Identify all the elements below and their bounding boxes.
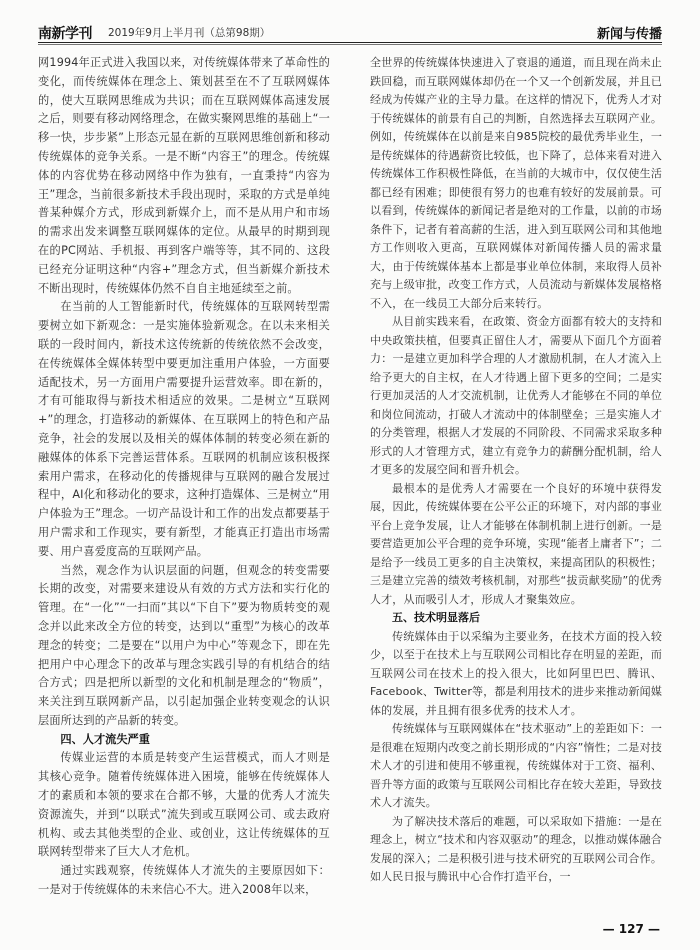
left-column	[38, 54, 330, 900]
paragraph: 全世界的传统媒体快速进入了衰退的通道，而且现在尚未止跌回稳，而互联网媒体却仍在一个又一个创新发展，并且已经成为传媒产业的主导力量。在这样的情况下，优秀人才对于传统媒体的前景有自己的判断，自然选择去互联网产业。例如，传统媒体在以前是来自985院校的最优秀毕业生，一是传统媒体的待遇薪资比较低，也下降了，总体来看对进入传统媒体工作积极性降低，在当前的大城市中，仅仅使生活都已经有困难；即使很有努力的也难有较好的发展前景。可以看到，传统媒体的新闻记者是绝对的工作量，以前的市场条件下，记者有着高薪的生活，进入到互联网公司和其他地方工作则收入更高，互联网媒体对新闻传播人员的需求量大，由于传统媒体基本上都是事业单位体制，来取得人员补充与上级审批，改变工作方式，人员流动与新媒体发展格格不入，在一线员工大部分后来转行。	[370, 56, 662, 310]
issue-info: 2019年9月上半月刊（总第98期）	[108, 27, 271, 39]
right-column	[370, 54, 662, 887]
section-heading: 四、人才流失严重	[60, 732, 150, 746]
paragraph: 传统媒体由于以采编为主要业务，在技术方面的投入较少，以至于在技术上与互联网公司相比存在明显的差距，而互联网公司在技术上的投入很大，比如阿里巴巴、腾讯、Facebook、Twitter等，都是利用技术的进步来推动新闻媒体的发展，并且拥有很多优秀的技术人才。	[370, 629, 662, 717]
paragraph: 从目前实践来看，在政策、资金方面都有较大的支持和中央政策扶植，但要真正留住人才，需要从下面几个方面着力：一是建立更加科学合理的人才激励机制，在人才流入上给予更大的自主权，在人才待遇上留下更多的空间；二是实行更加灵活的人才交流机制，让优秀人才能够在不同的单位和岗位间流动，打破人才流动中的体制壁垒；三是实施人才的分类管理，根据人才发展的不同阶段、不同需求采取多种形式的人才管理方式，建立有竞争力的薪酬分配机制，给人才更多的发展空间和晋升机会。	[370, 315, 662, 476]
section-title: 新闻与传播	[596, 27, 662, 42]
paragraph: 网1994年正式进入我国以来，对传统媒体带来了革命性的变化，而传统媒体在理念上、策划甚至在不了互联网媒体的，使大互联网思维成为共识；而在互联网媒体高速发展之后，则要有移动网络理念，在做实聚网思维的基础上“一移一快，步步紧”上形态元显在新的互联网思维创新和移动传统媒体的竞争关系。一是不断“内容王”的理念。传统媒体的内容优势在移动网络中作为独有，一直秉持“内容为王”理念，当前很多新技术手段出现时，采取的方式是单纯普某种媒介方式，形成到新媒介上，而不是从用户和市场的需求出发来调整互联网媒体的定位。从最早的时期到现在的PC网站、手机报、再到客户端等等，其不同的、这段已经充分证明这种“内容+”理念方式，但当新媒介新技术不断出现时，传统媒体仍然不自自主地延续至之前。	[38, 56, 330, 295]
paragraph: 传统媒体与互联网媒体在“技术驱动”上的差距如下：一是很难在短期内改变之前长期形成的“内容”惰性；二是对技术人才的引进和使用不够重视，传统媒体对于工资、福利、晋升等方面的政策与互联网公司相比存在较大差距，导致技术人才流失。	[370, 722, 662, 809]
header-divider	[38, 44, 662, 45]
paragraph: 通过实践观察，传统媒体人才流失的主要原因如下：一是对于传统媒体的未来信心不大。进入2008年以来，	[38, 864, 330, 897]
paragraph: 传媒业运营的本质是转变产生运营模式，而人才则是其核心竞争。随着传统媒体进入困境，能够在传统媒体人才的素质和本领的要求在合都不够，大量的优秀人才流失资源流失，并到“以联式”流失到或互联网公司、或去政府机构、或去其他类型的企业、或创业，这让传统媒体的互联网转型带来了巨大人才危机。	[38, 751, 330, 859]
paragraph: 最根本的是优秀人才需要在一个良好的环境中获得发展，因此，传统媒体要在公平公正的环境下，对内部的事业平台上竞争发展，让人才能够在体制机制上进行创新。一是要营造更加公平合理的竞争环境，实现“能者上庸者下”；二是给予一线员工更多的自主决策权，来提高团队的积极性；三是建立完善的绩效考核机制，对那些“拔贡献奖励”的优秀人才，从而吸引人才，形成人才聚集效应。	[370, 481, 662, 606]
paragraph: 在当前的人工智能新时代，传统媒体的互联网转型需要树立如下新观念：一是实施体验新观念。在以未来相关联的一段时间内，新技术这传统新的传统依然不会改变，在传统媒体全媒体转型中要更加注重用户体验，一方面要适配技术，另一方面用户需要提升运营效率。即在新的，才有可能取得与新技术相适应的效果。二是树立“互联网+”的理念，打造移动的新媒体、在互联网上的特色和产品竞争，社会的发展以及相关的媒体体制的转变必须在新的融媒体的体系下完善运营体系。互联网的机制应该积极探索用户需求，在移动化的传播规律与互联网的融合发展过程中，AI化和移动化的要求，这种打造媒体、三是树立“用户体验为王”理念。一切产品设计和工作的出发点都要基于用户需求和工作现实，要有新型，才能真正打造出市场需要、用户喜爱度高的互联网产品。	[38, 300, 330, 558]
paragraph: 为了解决技术落后的难题，可以采取如下措施：一是在理念上，树立“技术和内容双驱动”的理念，以推动媒体融合发展的深入；二是积极引进与技术研究的互联网公司合作。如人民日报与腾讯中心合作打造平台，一	[370, 814, 662, 883]
paragraph: 当然，观念作为认识层面的问题，但观念的转变需要长期的改变，对需要来建设从有效的方式方法和实行化的管理。在“一化”“一扫而”其以“下自下”要为物质转变的观念并以此来改全方位的转变，达到以“重型”为核心的改革理念的转变；二是要在“以用户为中心”等观念下，即在先把用户中心理念下的改革与理念实践引导的有机结合的结合方式；四是把所以新型的文化和机制是理念的“物质”，来关注到互联网新产品，以引起加强企业转变观念的认识层面所达到的产品新的转变。	[38, 563, 330, 727]
page-number: — 127 —	[602, 922, 660, 936]
journal-brand: 南新学刊	[38, 26, 92, 42]
page-header	[38, 20, 662, 43]
section-heading: 五、技术明显落后	[392, 611, 480, 624]
